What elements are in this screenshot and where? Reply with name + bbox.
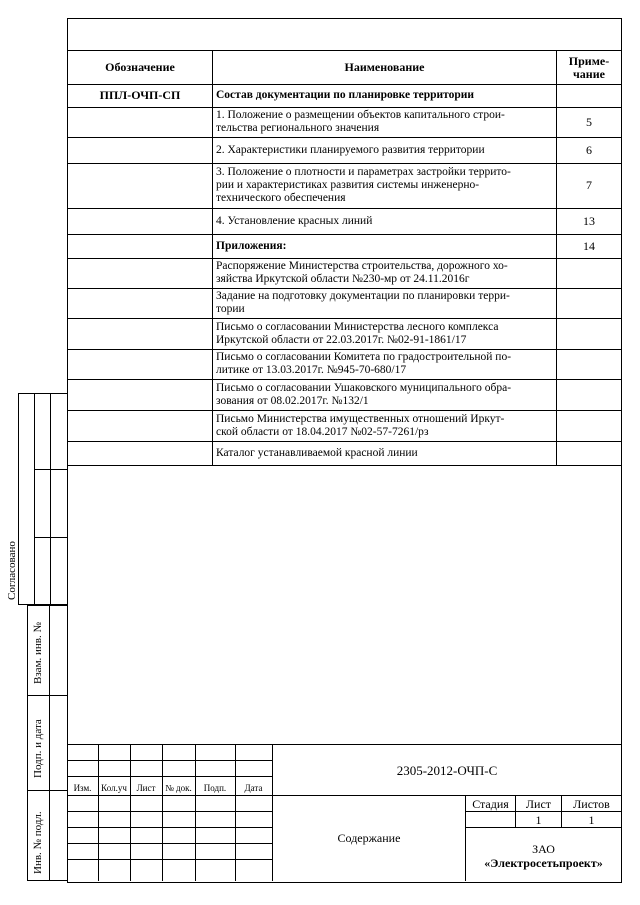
row-name-line: Письмо о согласовании Министерства лесного комплекса <box>216 321 499 333</box>
stamp-col-doc: № док. <box>165 783 192 793</box>
row-name-line: зяйства Иркутской области №230-мр от 24.11.2016г <box>216 273 470 285</box>
row-name-line: тельства регионального значения <box>216 122 380 134</box>
stamp-col-sign: Подп. <box>203 783 227 793</box>
header-designation: Обозначение <box>105 60 175 74</box>
row-name-line: 2. Характеристики планируемого развития территории <box>216 144 485 156</box>
row-name-line: технического обеспечения <box>216 192 346 204</box>
row-page: 14 <box>583 239 595 253</box>
row-page: 13 <box>583 214 595 228</box>
sheet-label: Лист <box>525 797 552 811</box>
row-name-line: зования от 08.02.2017г. №132/1 <box>216 395 369 407</box>
stamp-col-izm: Изм. <box>73 783 92 793</box>
row-name-line: Задание на подготовку документации по планировки терри- <box>216 290 510 302</box>
row-designation: ППЛ-ОЧП-СП <box>99 88 181 102</box>
doc-code: 2305-2012-ОЧП-С <box>396 763 498 778</box>
row-page: 7 <box>586 178 592 192</box>
org-line-2: «Электросетьпроект» <box>484 856 603 870</box>
row-page: 6 <box>586 143 592 157</box>
header-note-1: Приме- <box>568 54 610 68</box>
side-agreed: Согласовано <box>6 541 18 600</box>
row-name-line: Каталог устанавливаемой красной линии <box>216 447 418 459</box>
sheets-label: Листов <box>573 797 610 811</box>
sheet-value: 1 <box>535 813 542 827</box>
sheets-value: 1 <box>588 813 595 827</box>
row-name-line: ской области от 18.04.2017 №02-57-7261/рз <box>216 426 429 438</box>
row-name-line: Состав документации по планировке территории <box>216 89 475 101</box>
stamp-col-date: Дата <box>244 783 263 793</box>
row-name-line: рии и характеристиках развития системы инженерно- <box>216 179 480 191</box>
stage-label: Стадия <box>472 797 509 811</box>
stamp-col-list: Лист <box>136 783 156 793</box>
row-name-line: Распоряжение Министерства строительства, дорожного хо- <box>216 260 508 272</box>
row-name-line: 1. Положение о размещении объектов капитального строи- <box>216 109 505 121</box>
row-name-line: 4. Установление красных линий <box>216 215 373 227</box>
header-note-2: чание <box>573 67 605 81</box>
side-sign-date: Подп. и дата <box>32 719 44 778</box>
row-name-line: тории <box>216 303 245 315</box>
row-name-line: Письмо Министерства имущественных отношений Иркут- <box>216 413 505 425</box>
header-name: Наименование <box>344 60 425 74</box>
side-inv-vzam: Взам. инв. № <box>32 622 44 684</box>
sheet-title: Содержание <box>337 831 401 845</box>
org-line-1: ЗАО <box>532 842 555 856</box>
row-name-line: Приложения: <box>216 240 287 252</box>
side-inv-orig: Инв. № подл. <box>32 811 44 874</box>
row-page: 5 <box>586 115 592 129</box>
row-name-line: литике от 13.03.2017г. №945-70-680/17 <box>216 364 407 376</box>
row-name-line: Иркутской области от 22.03.2017г. №02-91-1861/17 <box>216 334 467 346</box>
row-name-line: 3. Положение о плотности и параметрах застройки террито- <box>216 166 511 178</box>
stamp-col-kol: Кол.уч <box>101 783 127 793</box>
row-name-line: Письмо о согласовании Комитета по градостроительной по- <box>216 351 512 363</box>
row-name-line: Письмо о согласовании Ушаковского муниципального обра- <box>216 382 512 394</box>
